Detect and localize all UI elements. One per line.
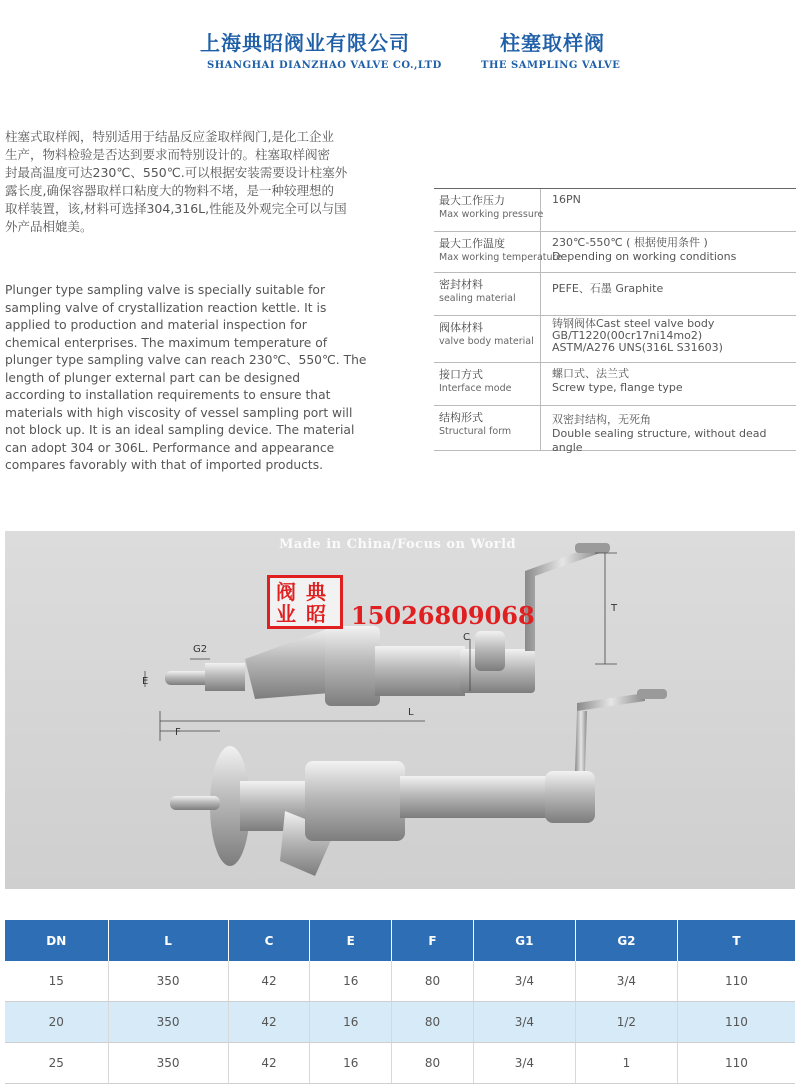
table-cell: 80	[392, 1043, 474, 1084]
intro-cn-line: 取样装置，该,材料可选择304,316L,性能及外观完全可以与国	[5, 201, 347, 216]
intro-en-line: length of plunger external part can be designed	[5, 370, 301, 385]
table-cell: 80	[392, 961, 474, 1002]
flanged-valve	[170, 689, 667, 876]
intro-cn-line: 外产品相媲美。	[5, 219, 93, 234]
spec-table	[434, 188, 796, 454]
table-cell: 3/4	[575, 961, 677, 1002]
intro-en-line: can adopt 304 or 306L. Performance and appearance	[5, 440, 335, 455]
intro-en-line: applied to production and material inspection for	[5, 318, 307, 332]
spec-label-cn: 结构形式	[439, 411, 483, 424]
table-cell: 20	[5, 1002, 108, 1043]
table-cell: 110	[677, 1043, 795, 1084]
dimension-table	[5, 920, 795, 1084]
stamp-char: 业	[276, 602, 296, 626]
column-header: L	[108, 920, 228, 961]
spec-row-pressure	[434, 189, 796, 232]
table-cell: 42	[228, 961, 310, 1002]
spec-value: Depending on working conditions	[552, 250, 737, 263]
column-header: E	[310, 920, 392, 961]
intro-en-line: compares favorably with that of imported products.	[5, 458, 324, 472]
intro-en-line: according to installation requirements to ensure that	[5, 388, 331, 402]
intro-cn-line: 柱塞式取样阀，特别适用于结晶反应釜取样阀门,是化工企业	[5, 129, 334, 144]
spec-value: ASTM/A276 UNS(316L S31603)	[552, 341, 723, 354]
spec-row-sealing	[434, 273, 796, 316]
dim-label-c: C	[463, 632, 470, 643]
intro-cn	[5, 128, 425, 236]
spec-value: 230℃-550℃ ( 根据使用条件 )	[552, 236, 708, 249]
table-cell: 3/4	[473, 1002, 575, 1043]
spec-label-en: valve body material	[439, 336, 534, 347]
intro-cn-line: 封最高温度可达230℃、550℃.可以根据安装需要设计柱塞外	[5, 165, 348, 180]
spec-value: 16PN	[552, 193, 581, 206]
company-stamp	[267, 575, 343, 629]
spec-row-interface	[434, 363, 796, 406]
stamp-char: 昭	[306, 602, 326, 626]
table-cell: 1/2	[575, 1002, 677, 1043]
spec-label-cn: 阀体材料	[439, 321, 483, 334]
intro-en-line: not block up. It is an ideal sampling device. The material	[5, 423, 355, 437]
table-cell: 3/4	[473, 961, 575, 1002]
table-row	[5, 1002, 795, 1043]
table-cell: 1	[575, 1043, 677, 1084]
table-cell: 16	[310, 961, 392, 1002]
table-cell: 110	[677, 961, 795, 1002]
product-name-cn: 柱塞取样阀	[500, 31, 605, 55]
spec-row-structure	[434, 406, 796, 454]
spec-value: 螺口式、法兰式	[552, 367, 629, 380]
phone-number: 15026809068	[351, 601, 535, 630]
table-cell: 350	[108, 961, 228, 1002]
spec-value: Screw type, flange type	[552, 381, 683, 394]
table-cell: 15	[5, 961, 108, 1002]
spec-value: GB/T1220(00cr17ni14mo2)	[552, 329, 703, 342]
spec-label-en: sealing material	[439, 293, 516, 304]
intro-en-line: materials with high viscosity of vessel sampling port will	[5, 405, 353, 420]
table-header-row	[5, 920, 795, 961]
spec-label-cn: 接口方式	[439, 368, 483, 381]
column-header: C	[228, 920, 310, 961]
spec-value: PEFE、石墨 Graphite	[552, 282, 664, 295]
intro-cn-line: 生产，物料检验是否达到要求而特别设计的。柱塞取样阀密	[5, 147, 331, 162]
slogan: Made in China/Focus on World	[279, 537, 517, 552]
column-header: F	[392, 920, 474, 961]
table-row	[5, 961, 795, 1002]
spec-label-cn: 最大工作温度	[439, 237, 505, 250]
table-cell: 3/4	[473, 1043, 575, 1084]
valve-illustration	[5, 531, 795, 889]
intro-en-line: chemical enterprises. The maximum temperature of	[5, 335, 328, 350]
company-name-cn: 上海典昭阀业有限公司	[200, 31, 410, 55]
product-name-en: THE SAMPLING VALVE	[481, 60, 621, 71]
company-name-en: SHANGHAI DIANZHAO VALVE CO.,LTD	[207, 60, 442, 71]
table-cell: 350	[108, 1002, 228, 1043]
intro-en	[5, 282, 425, 475]
intro-en-line: plunger type sampling valve can reach 230℃、550℃. The	[5, 353, 367, 367]
column-header: T	[677, 920, 795, 961]
column-header: DN	[5, 920, 108, 961]
spec-label-en: Max working temperature	[439, 252, 563, 263]
column-header: G1	[473, 920, 575, 961]
dim-label-l: L	[408, 707, 414, 718]
spec-row-body-material	[434, 316, 796, 363]
table-cell: 42	[228, 1043, 310, 1084]
stamp-char: 阀	[276, 580, 296, 604]
table-cell: 16	[310, 1002, 392, 1043]
intro-cn-line: 露长度,确保容器取样口粘度大的物料不堵，是一种较理想的	[5, 183, 334, 198]
column-header: G2	[575, 920, 677, 961]
spec-value: Double sealing structure, without dead angle	[552, 427, 767, 454]
table-cell: 110	[677, 1002, 795, 1043]
stamp-char: 典	[306, 580, 326, 604]
spec-label-cn: 最大工作压力	[439, 194, 505, 207]
table-cell: 16	[310, 1043, 392, 1084]
intro-en-line: sampling valve of crystallization reaction kettle. It is	[5, 300, 327, 315]
spec-label-en: Interface mode	[439, 383, 512, 394]
table-cell: 25	[5, 1043, 108, 1084]
dim-label-e: E	[142, 676, 149, 687]
table-cell: 80	[392, 1002, 474, 1043]
spec-value: 双密封结构，无死角	[552, 413, 651, 426]
table-row	[5, 1043, 795, 1084]
spec-row-temperature	[434, 232, 796, 273]
intro-en-line: Plunger type sampling valve is specially suitable for	[5, 283, 326, 297]
table-cell: 350	[108, 1043, 228, 1084]
dim-label-g2: G2	[193, 644, 208, 655]
spec-label-cn: 密封材料	[439, 278, 483, 291]
table-cell: 42	[228, 1002, 310, 1043]
dim-label-t: T	[611, 603, 618, 614]
spec-label-en: Max working pressure	[439, 209, 544, 220]
dim-label-f: F	[175, 727, 181, 738]
spec-label-en: Structural form	[439, 426, 512, 437]
product-photo	[5, 531, 795, 889]
spec-value: 铸钢阀体Cast steel valve body	[552, 317, 715, 330]
